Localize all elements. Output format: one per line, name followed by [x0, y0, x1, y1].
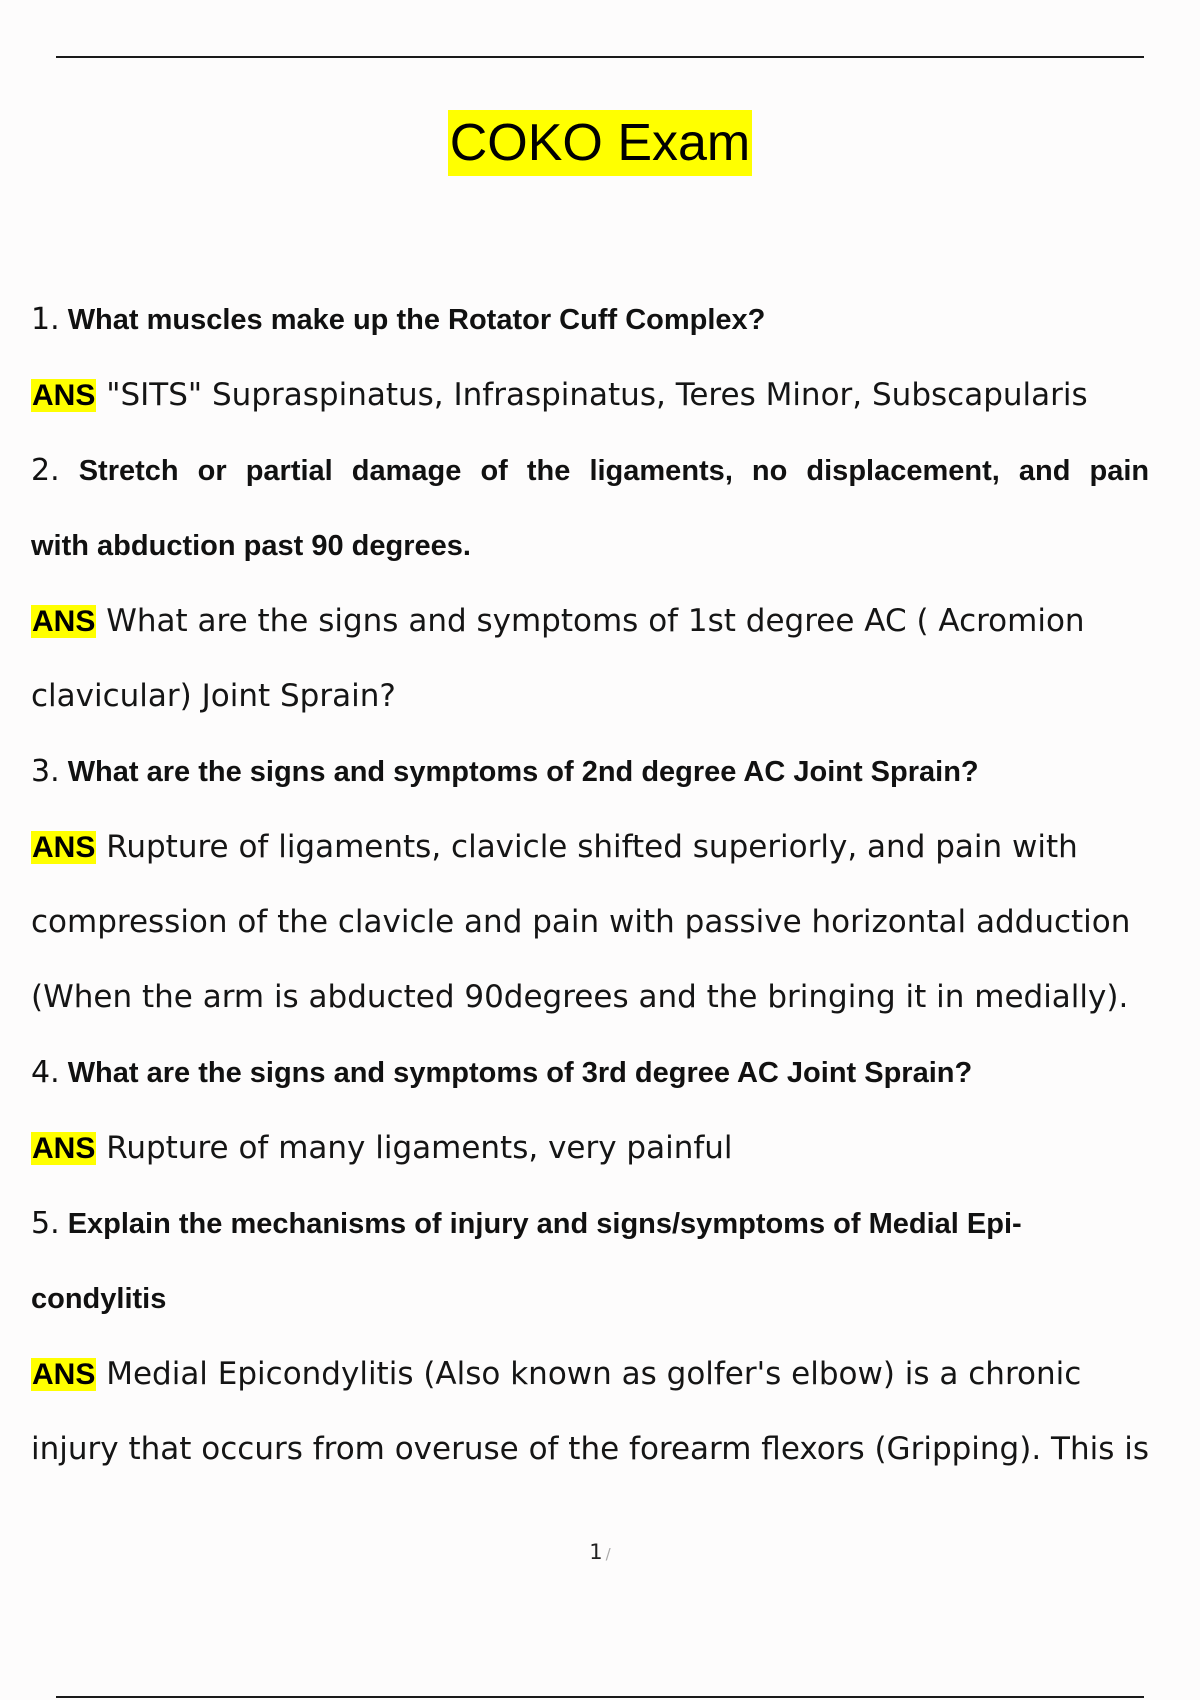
title-container: [0, 110, 1200, 176]
question-text: Explain the mechanisms of injury and signs/symptoms of Medial Epi-: [67, 1208, 1022, 1240]
question-text: condylitis: [31, 1283, 167, 1315]
question-2: [31, 433, 1200, 509]
answer-2: [31, 584, 1200, 659]
answer-text: clavicular) Joint Sprain?: [31, 678, 396, 714]
question-4: [31, 1035, 1200, 1111]
ans-label: ANS: [32, 1358, 96, 1391]
question-number: 5.: [31, 1206, 60, 1241]
question-text: What are the signs and symptoms of 2nd degree AC Joint Sprain?: [67, 756, 979, 788]
answer-3-continued: [31, 885, 1200, 960]
question-number: 1.: [31, 302, 60, 337]
question-number: 3.: [31, 754, 60, 789]
answer-text: What are the signs and symptoms of 1st degree AC ( Acromion: [106, 603, 1085, 639]
question-text: Stretch or partial damage of the ligaments, no displacement, and pain: [78, 455, 1150, 487]
answer-5: [31, 1337, 1200, 1412]
answer-text: Rupture of ligaments, clavicle shifted superiorly, and pain with: [106, 829, 1078, 865]
document-title: COKO Exam: [448, 110, 753, 176]
page-separator: /: [605, 1545, 611, 1563]
ans-label: ANS: [32, 605, 96, 638]
top-divider: [56, 56, 1144, 58]
bottom-divider: [56, 1696, 1144, 1698]
question-text: with abduction past 90 degrees.: [31, 530, 471, 562]
answer-text: (When the arm is abducted 90degrees and the bringing it in medially).: [31, 979, 1129, 1015]
answer-3: [31, 810, 1200, 885]
answer-text: injury that occurs from overuse of the forearm flexors (Gripping). This is: [31, 1431, 1149, 1467]
qa-list: [31, 282, 1200, 1487]
answer-text: Rupture of many ligaments, very painful: [106, 1130, 733, 1166]
answer-4: [31, 1111, 1200, 1186]
question-2-continued: [31, 509, 1200, 584]
question-text: What are the signs and symptoms of 3rd degree AC Joint Sprain?: [67, 1057, 973, 1089]
question-3: [31, 734, 1200, 810]
question-number: 2.: [31, 453, 60, 488]
ans-label: ANS: [32, 379, 96, 412]
question-text: What muscles make up the Rotator Cuff Complex?: [67, 304, 766, 336]
ans-label: ANS: [32, 1132, 96, 1165]
answer-5-continued: [31, 1412, 1200, 1487]
answer-text: Medial Epicondylitis (Also known as golfer's elbow) is a chronic: [106, 1356, 1082, 1392]
question-number: 4.: [31, 1055, 60, 1090]
question-1: [31, 282, 1200, 358]
answer-text: compression of the clavicle and pain with passive horizontal adduction: [31, 904, 1131, 940]
page-number-value: 1: [589, 1540, 603, 1564]
answer-3-continued: [31, 960, 1200, 1035]
answer-1: [31, 358, 1200, 433]
answer-text: "SITS" Supraspinatus, Infraspinatus, Teres Minor, Subscapularis: [106, 377, 1088, 413]
ans-label: ANS: [32, 831, 96, 864]
question-5-continued: [31, 1262, 1200, 1337]
question-5: [31, 1186, 1200, 1262]
answer-2-continued: [31, 659, 1200, 734]
page-number: [0, 1540, 1200, 1564]
